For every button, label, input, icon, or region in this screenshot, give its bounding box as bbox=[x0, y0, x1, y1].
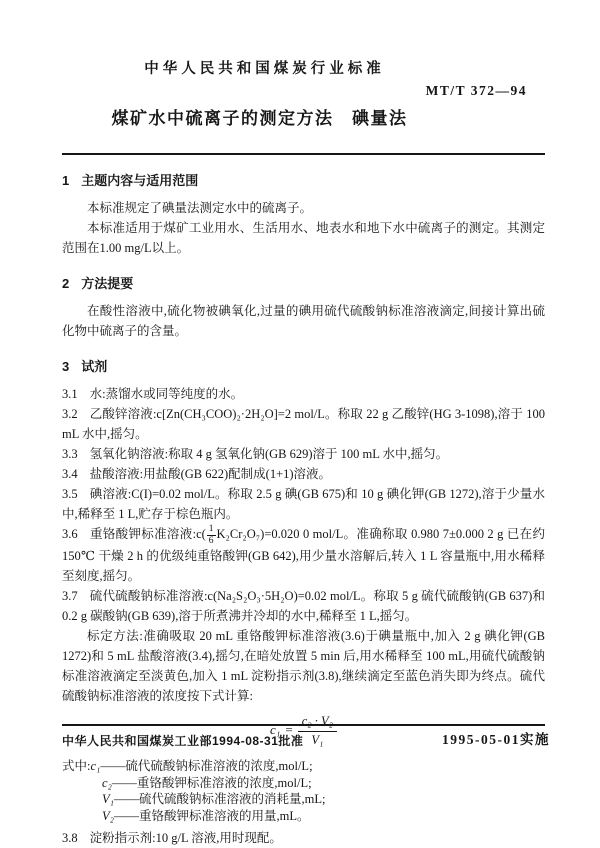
item-3-4-text: 盐酸溶液:用盐酸(GB 622)配制成(1+1)溶液。 bbox=[89, 467, 332, 481]
formula-fraction bbox=[298, 714, 337, 748]
calibration-paragraph: 标定方法:准确吸取 20 mL 重铬酸钾标准溶液(3.6)于碘量瓶中,加入 2 g 碘化钾(GB 1272)和 5 mL 盐酸溶液(3.4),摇匀,在暗处放置 5 min 后,用水稀释至 100 mL,用硫代硫酸钠标准溶液滴定至淡黄色,加入 1 mL 淀粉指示剂(3.8),继续滴定至蓝色消失即为终点。硫代硫酸钠标准溶液的浓度按下式计算: bbox=[62, 629, 545, 704]
footer-implementation-date: 1995-05-01实施 bbox=[442, 732, 550, 747]
item-3-4 bbox=[62, 464, 545, 484]
document-header bbox=[62, 60, 545, 155]
legend-line-c1 bbox=[62, 758, 545, 775]
section-2-paragraph-1: 在酸性溶液中,硫化物被碘氧化,过量的碘用硫代硫酸钠标准溶液滴定,间接计算出硫化物中硫离子的含量。 bbox=[62, 304, 545, 338]
item-3-2-number: 3.2 bbox=[62, 407, 78, 421]
item-3-8-text: 淀粉指示剂:10 g/L 溶液,用时现配。 bbox=[89, 831, 282, 846]
legend-var-v1: V₁ bbox=[102, 792, 114, 807]
legend-desc-c1: ——硫代硫酸钠标准溶液的浓度,mol/L; bbox=[100, 759, 313, 774]
section-3-number: 3 bbox=[62, 359, 70, 374]
formula-equals: = bbox=[285, 722, 293, 738]
item-3-7-text: 硫代硫酸钠标准溶液:c(Na₂S₂O₃·5H₂O)=0.02 mol/L。称取 5 g 硫代硫酸钠(GB 637)和 0.2 g 碳酸钠(GB 639),溶于所煮沸并冷却的水中,稀释至 1 L,摇匀。 bbox=[62, 589, 545, 624]
item-3-6-text-post: K₂Cr₂O₇)=0.020 0 mol/L。准确称取 0.980 7±0.000 2 g 已在约 150℃ 干燥 2 h 的优级纯重铬酸钾(GB 642),用少量水溶解后,转入 1 L 容量瓶中,用水稀释至刻度,摇匀。 bbox=[62, 527, 545, 584]
item-3-6-number: 3.6 bbox=[62, 527, 78, 541]
item-3-8 bbox=[62, 828, 545, 848]
item-3-6-text-pre: 重铬酸钾标准溶液:c( bbox=[89, 527, 206, 541]
fraction-numerator: 1 bbox=[208, 524, 214, 535]
item-3-3-number: 3.3 bbox=[62, 447, 78, 461]
legend-var-c2: c₂ bbox=[102, 775, 112, 790]
footer-approval: 中华人民共和国煤炭工业部1994-08-31批准 bbox=[62, 734, 304, 748]
footer-divider bbox=[62, 724, 545, 726]
section-2-number: 2 bbox=[62, 276, 70, 291]
formula-legend bbox=[62, 758, 545, 824]
item-3-8-number: 3.8 bbox=[62, 831, 78, 846]
formula-lhs: c₁ bbox=[270, 722, 281, 738]
standard-org-line: 中华人民共和国煤炭行业标准 bbox=[144, 61, 385, 77]
item-3-2 bbox=[62, 404, 545, 444]
item-3-5-text: 碘溶液:C(I)=0.02 mol/L。称取 2.5 g 碘(GB 675)和 10 g 碘化钾(GB 1272),溶于少量水中,稀释至 1 L,贮存于棕色瓶内。 bbox=[62, 487, 545, 521]
item-3-2-text: 乙酸锌溶液:c[Zn(CH₃COO)₂·2H₂O]=2 mol/L。称取 22 g 乙酸锌(HG 3-1098),溶于 100 mL 水中,摇匀。 bbox=[62, 407, 545, 441]
section-1-title: 主题内容与适用范围 bbox=[81, 173, 199, 188]
legend-line-c2 bbox=[62, 775, 545, 792]
section-1-number: 1 bbox=[62, 173, 70, 188]
section-1-paragraph-1: 本标准规定了碘量法测定水中的硫离子。 bbox=[87, 201, 313, 215]
item-3-3-text: 氢氧化钠溶液:称取 4 g 氢氧化钠(GB 629)溶于 100 mL 水中,摇匀。 bbox=[89, 447, 449, 461]
formula-denominator: V₁ bbox=[311, 732, 324, 747]
item-3-1 bbox=[62, 384, 545, 404]
item-3-7 bbox=[62, 586, 545, 626]
standard-code: MT/T 372—94 bbox=[425, 83, 527, 98]
section-3-heading bbox=[62, 358, 545, 376]
legend-desc-v1: ——硫代硫酸钠标准溶液的消耗量,mL; bbox=[113, 792, 326, 807]
fraction-denominator: 6 bbox=[208, 535, 214, 546]
section-1-paragraph-2: 本标准适用于煤矿工业用水、生活用水、地表水和地下水中硫离子的测定。其测定范围在1.00 mg/L以上。 bbox=[62, 221, 545, 255]
item-3-7-number: 3.7 bbox=[62, 589, 78, 604]
item-3-4-number: 3.4 bbox=[62, 467, 78, 481]
item-3-3 bbox=[62, 444, 545, 464]
legend-var-v2: V₂ bbox=[102, 808, 114, 823]
formula-numerator: c₂ · V₂ bbox=[298, 714, 337, 732]
section-2-title: 方法提要 bbox=[81, 276, 134, 291]
legend-desc-c2: ——重铬酸钾标准溶液的浓度,mol/L; bbox=[111, 775, 312, 790]
section-2-heading bbox=[62, 275, 545, 293]
item-3-1-number: 3.1 bbox=[62, 387, 78, 401]
legend-line-v2 bbox=[62, 808, 545, 825]
one-sixth-fraction bbox=[207, 524, 216, 546]
item-3-5-number: 3.5 bbox=[62, 487, 78, 501]
header-divider bbox=[62, 153, 545, 155]
section-3-title: 试剂 bbox=[81, 359, 108, 374]
item-3-6 bbox=[62, 524, 545, 586]
legend-desc-v2: ——重铬酸钾标准溶液的用量,mL。 bbox=[113, 808, 310, 823]
document-title: 煤矿水中硫离子的测定方法 碘量法 bbox=[111, 109, 408, 128]
legend-var-c1: c₁ bbox=[90, 759, 101, 774]
section-1-heading bbox=[62, 172, 545, 190]
item-3-5 bbox=[62, 484, 545, 524]
legend-intro: 式中: bbox=[62, 759, 91, 774]
item-3-1-text: 水:蒸馏水或同等纯度的水。 bbox=[89, 387, 244, 401]
legend-line-v1 bbox=[62, 791, 545, 808]
